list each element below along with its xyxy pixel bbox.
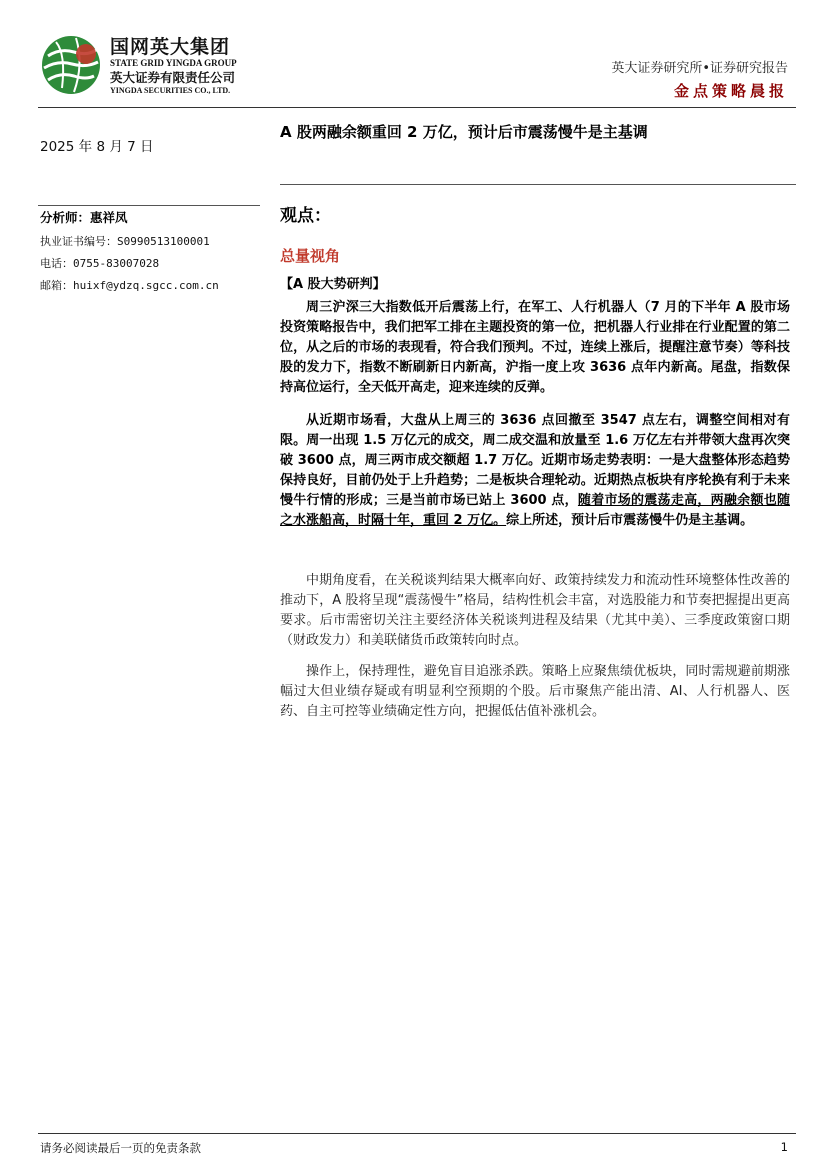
analyst-phone: 电话：0755-83007028 — [40, 257, 160, 270]
view-heading: 观点： — [280, 206, 331, 226]
report-title: A 股两融余额重回 2 万亿，预计后市震荡慢牛是主基调 — [280, 123, 648, 141]
page-number: 1 — [780, 1140, 788, 1154]
paragraph-1: 周三沪深三大指数低开后震荡上行，在军工、人行机器人（7 月的下半年 A 股市场投资策略报告中，我们把军工排在主题投资的第一位，把机器人行业排在行业配置的第二位，从之后的市场的表现看，符合我们预判。不过，连续上涨后，提醒注意节奏）等科技股的发力下，指数不断刷新日内新高，沪指一度上攻 3636 点年内新高。尾盘，指数保持高位运行，全天低开高走，迎来连续的反弹。 — [280, 300, 790, 395]
logo-name-cn: 国网英大集团 — [110, 36, 231, 58]
logo-name-en: STATE GRID YINGDA GROUP — [110, 58, 237, 68]
header-divider — [38, 107, 796, 108]
paragraph-3: 中期角度看，在关税谈判结果大概率向好、政策持续发力和流动性环境整体性改善的推动下，A 股将呈现“震荡慢牛”格局，结构性机会丰富，对选股能力和节奏把握提出更高要求。后市需密切关注主要经济体关税谈判进程及结果（尤其中美）、三季度政策窗口期（财政发力）和美联储货币政策转向时点。 — [280, 573, 790, 648]
header-org: 英大证券研究所•证券研究报告 — [611, 61, 788, 76]
title-divider — [280, 184, 796, 185]
header-series: 金点策略晨报 — [673, 82, 788, 100]
paragraph-2-underline: 随着市场的震荡走高，两融余额也随之水涨船高，时隔十年，重回 2 万亿。 — [280, 493, 790, 528]
footer-disclaimer: 请务必阅读最后一页的免责条款 — [40, 1141, 201, 1155]
paragraph-4: 操作上，保持理性，避免盲目追涨杀跌。策略上应聚焦绩优板块，同时需规避前期涨幅过大但业绩存疑或有明显利空预期的个股。后市聚焦产能出清、AI、人行机器人、医药、自主可控等业绩确定性方向，把握低估值补涨机会。 — [280, 664, 790, 719]
company-name-en: YINGDA SECURITIES CO., LTD. — [110, 86, 231, 95]
sidebar-divider — [38, 205, 260, 206]
company-logo — [40, 34, 260, 96]
sub-heading: 【A 股大势研判】 — [280, 277, 386, 292]
footer-divider — [38, 1133, 796, 1134]
paragraph-2-text: 从近期市场看，大盘从上周三的 3636 点回撤至 3547 点左右，调整空间相对有限。周一出现 1.5 万亿元的成交，周二成交温和放量至 1.6 万亿左右并带领大盘再次突破 3600 点，周三两市成交额超 1.7 万亿。近期市场走势表明：一是大盘整体形态趋势保持良好，目前仍处于上升趋势；二是板块合理轮动。近期热点板块有序轮换有利于未来慢牛行情的形成；三是当前市场已站上 3600 点， — [280, 413, 790, 508]
analyst-cert: 执业证书编号：S0990513100001 — [40, 235, 210, 248]
company-name-cn: 英大证券有限责任公司 — [110, 70, 236, 85]
globe-logo-icon — [40, 34, 102, 96]
report-date: 2025 年 8 月 7 日 — [40, 139, 154, 155]
analyst-email[interactable]: 邮箱：huixf@ydzq.sgcc.com.cn — [40, 279, 219, 292]
logo-text — [110, 36, 237, 96]
section-heading: 总量视角 — [280, 247, 341, 265]
paragraph-2 — [280, 411, 790, 531]
analyst-name: 分析师：惠祥凤 — [40, 210, 128, 225]
paragraph-2-conclusion: 综上所述，预计后市震荡慢牛仍是主基调。 — [506, 513, 754, 528]
